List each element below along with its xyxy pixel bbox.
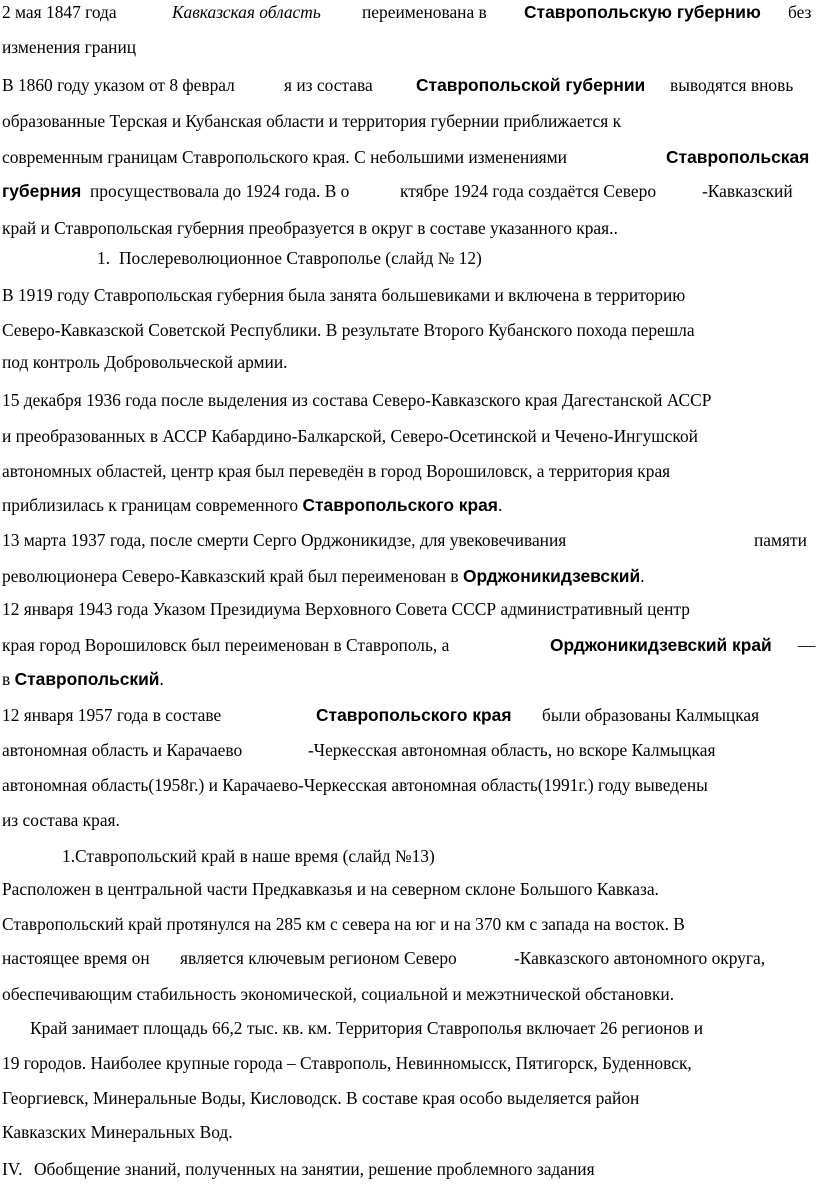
paragraph-3-line-3: под контроль Добровольческой армии.	[2, 352, 288, 372]
paragraph-4-line-4	[2, 494, 502, 516]
text-segment: -Кавказского автономного округа,	[514, 948, 766, 968]
paragraph-4-line-2: и преобразованных в АССР Кабардино-Балкарской, Северо-Осетинской и Чечено-Ингушской	[2, 426, 698, 446]
section-heading-1	[97, 247, 482, 269]
text-segment: были образованы Калмыцкая	[542, 705, 760, 725]
dash-text: —	[798, 635, 816, 655]
paragraph-7-line-2	[2, 739, 716, 761]
paragraph-2-line-2: образованные Терская и Кубанская области и территория губернии приближается к	[2, 111, 622, 131]
list-number: 1.	[97, 248, 111, 268]
region-name: Орджоникидзевский край	[550, 635, 772, 655]
text-segment: .	[159, 669, 164, 689]
text-segment: в	[2, 669, 11, 689]
text-segment: я из состава	[284, 75, 373, 95]
paragraph-5-line-2	[2, 565, 645, 587]
text-segment: приблизилась к границам современного	[2, 495, 299, 515]
province-name: губерния	[2, 181, 82, 201]
text-segment: -Черкесская автономная область(1991г.) году выведены	[298, 775, 708, 795]
text-segment: края город Ворошиловск был переименован в Ставрополь, а	[2, 635, 450, 655]
text-segment: настоящее время он	[2, 948, 150, 968]
paragraph-6-line-2	[2, 634, 816, 656]
paragraph-8-line-1: Расположен в центральной части Предкавказья и на северном склоне Большого Кавказа.	[2, 879, 659, 899]
region-name: Ставропольский	[14, 669, 160, 689]
region-name: Орджоникидзевский	[462, 566, 641, 586]
text-segment: современным границам Ставропольского края. С небольшими изменениями	[2, 147, 567, 167]
text-segment: 12 января 1957 года в составе	[2, 705, 222, 725]
text-segment: .	[640, 566, 645, 586]
text-segment: 13 марта 1937 года, после смерти Серго Орджоникидзе, для увековечивания	[2, 530, 567, 550]
text-segment: памяти	[754, 530, 807, 550]
paragraph-2-line-3	[2, 146, 810, 168]
text-segment: ктябре 1924 года создаётся Северо	[400, 181, 657, 201]
paragraph-8-line-4: обеспечивающим стабильность экономической, социальной и межэтнической обстановки.	[2, 984, 675, 1004]
section-heading-4	[2, 1158, 595, 1180]
province-name: Ставропольской губернии	[416, 75, 646, 95]
paragraph-5-line-1	[2, 529, 807, 551]
province-name: Ставропольская	[666, 147, 810, 167]
date-text: 2 мая 1847 года	[2, 2, 117, 22]
paragraph-6-line-3	[2, 668, 164, 690]
paragraph-1-line-2: изменения границ	[2, 37, 137, 57]
paragraph-9-line-4: Кавказских Минеральных Вод.	[2, 1122, 233, 1142]
paragraph-2-line-5: край и Ставропольская губерния преобразуется в округ в составе указанного края..	[2, 218, 618, 238]
list-number: IV.	[2, 1159, 23, 1179]
text-segment: автономная область(1958г.) и Карачаево	[2, 775, 299, 795]
heading-text: Послереволюционное Ставрополье (слайд № 12)	[119, 248, 482, 268]
paragraph-3-line-1: В 1919 году Ставропольская губерния была занята большевиками и включена в территорию	[2, 285, 686, 305]
text-segment: -Черкесская автономная область, но вскоре Калмыцкая	[308, 740, 716, 760]
text-segment: выводятся вновь	[670, 75, 794, 95]
heading-text: Обобщение знаний, полученных на занятии, решение проблемного задания	[34, 1159, 595, 1179]
line-tail: без	[788, 2, 812, 22]
text-segment: автономная область и Карачаево	[2, 740, 243, 760]
text-segment: .	[497, 495, 503, 515]
paragraph-6-line-1: 12 января 1943 года Указом Президиума Верховного Совета СССР административный центр	[2, 599, 690, 619]
paragraph-9-line-2: 19 городов. Наиболее крупные города – Ставрополь, Невинномысск, Пятигорск, Буденновск,	[2, 1053, 692, 1073]
text-segment: -Кавказского края Дагестанской АССР	[425, 390, 712, 410]
text-segment: революционера Северо-Кавказский край был переименован в	[2, 566, 459, 586]
paragraph-9-line-3: Георгиевск, Минеральные Воды, Кисловодск. В составе края особо выделяется район	[2, 1088, 640, 1108]
paragraph-2-line-1	[2, 74, 794, 96]
text-segment: является ключевым регионом Северо	[180, 948, 457, 968]
section-heading-2: 1.Ставропольский край в наше время (слайд №13)	[62, 846, 435, 866]
paragraph-3-line-2: Северо-Кавказской Советской Республики. В результате Второго Кубанского похода перешла	[2, 320, 695, 340]
paragraph-4-line-3: автономных областей, центр края был переведён в город Ворошиловск, а территория края	[2, 461, 671, 481]
text-segment: 15 декабря 1936 года после выделения из состава Северо	[2, 390, 426, 410]
paragraph-9-line-1: Край занимает площадь 66,2 тыс. кв. км. Территория Ставрополья включает 26 регионов и	[30, 1018, 704, 1038]
text-segment: В 1860 году указом от 8 феврал	[2, 75, 235, 95]
paragraph-2-line-4	[2, 180, 793, 202]
region-name: Кавказская область	[172, 2, 321, 22]
paragraph-7-line-3	[2, 774, 708, 796]
region-name: Ставропольского края	[316, 705, 512, 725]
paragraph-8-line-3	[2, 947, 766, 969]
paragraph-4-line-1	[2, 389, 711, 411]
region-name: Ставропольского края	[302, 495, 498, 515]
text-segment: -Кавказский	[702, 181, 793, 201]
paragraph-7-line-4: из состава края.	[2, 810, 120, 830]
paragraph-1-line-1	[2, 1, 812, 23]
province-name: Ставропольскую губернию	[524, 2, 761, 22]
paragraph-7-line-1	[2, 704, 760, 726]
verb-text: переименована в	[362, 2, 487, 22]
paragraph-8-line-2: Ставропольский край протянулся на 285 км с севера на юг и на 370 км с запада на восток. В	[2, 914, 685, 934]
text-segment: просуществовала до 1924 года. В о	[90, 181, 350, 201]
